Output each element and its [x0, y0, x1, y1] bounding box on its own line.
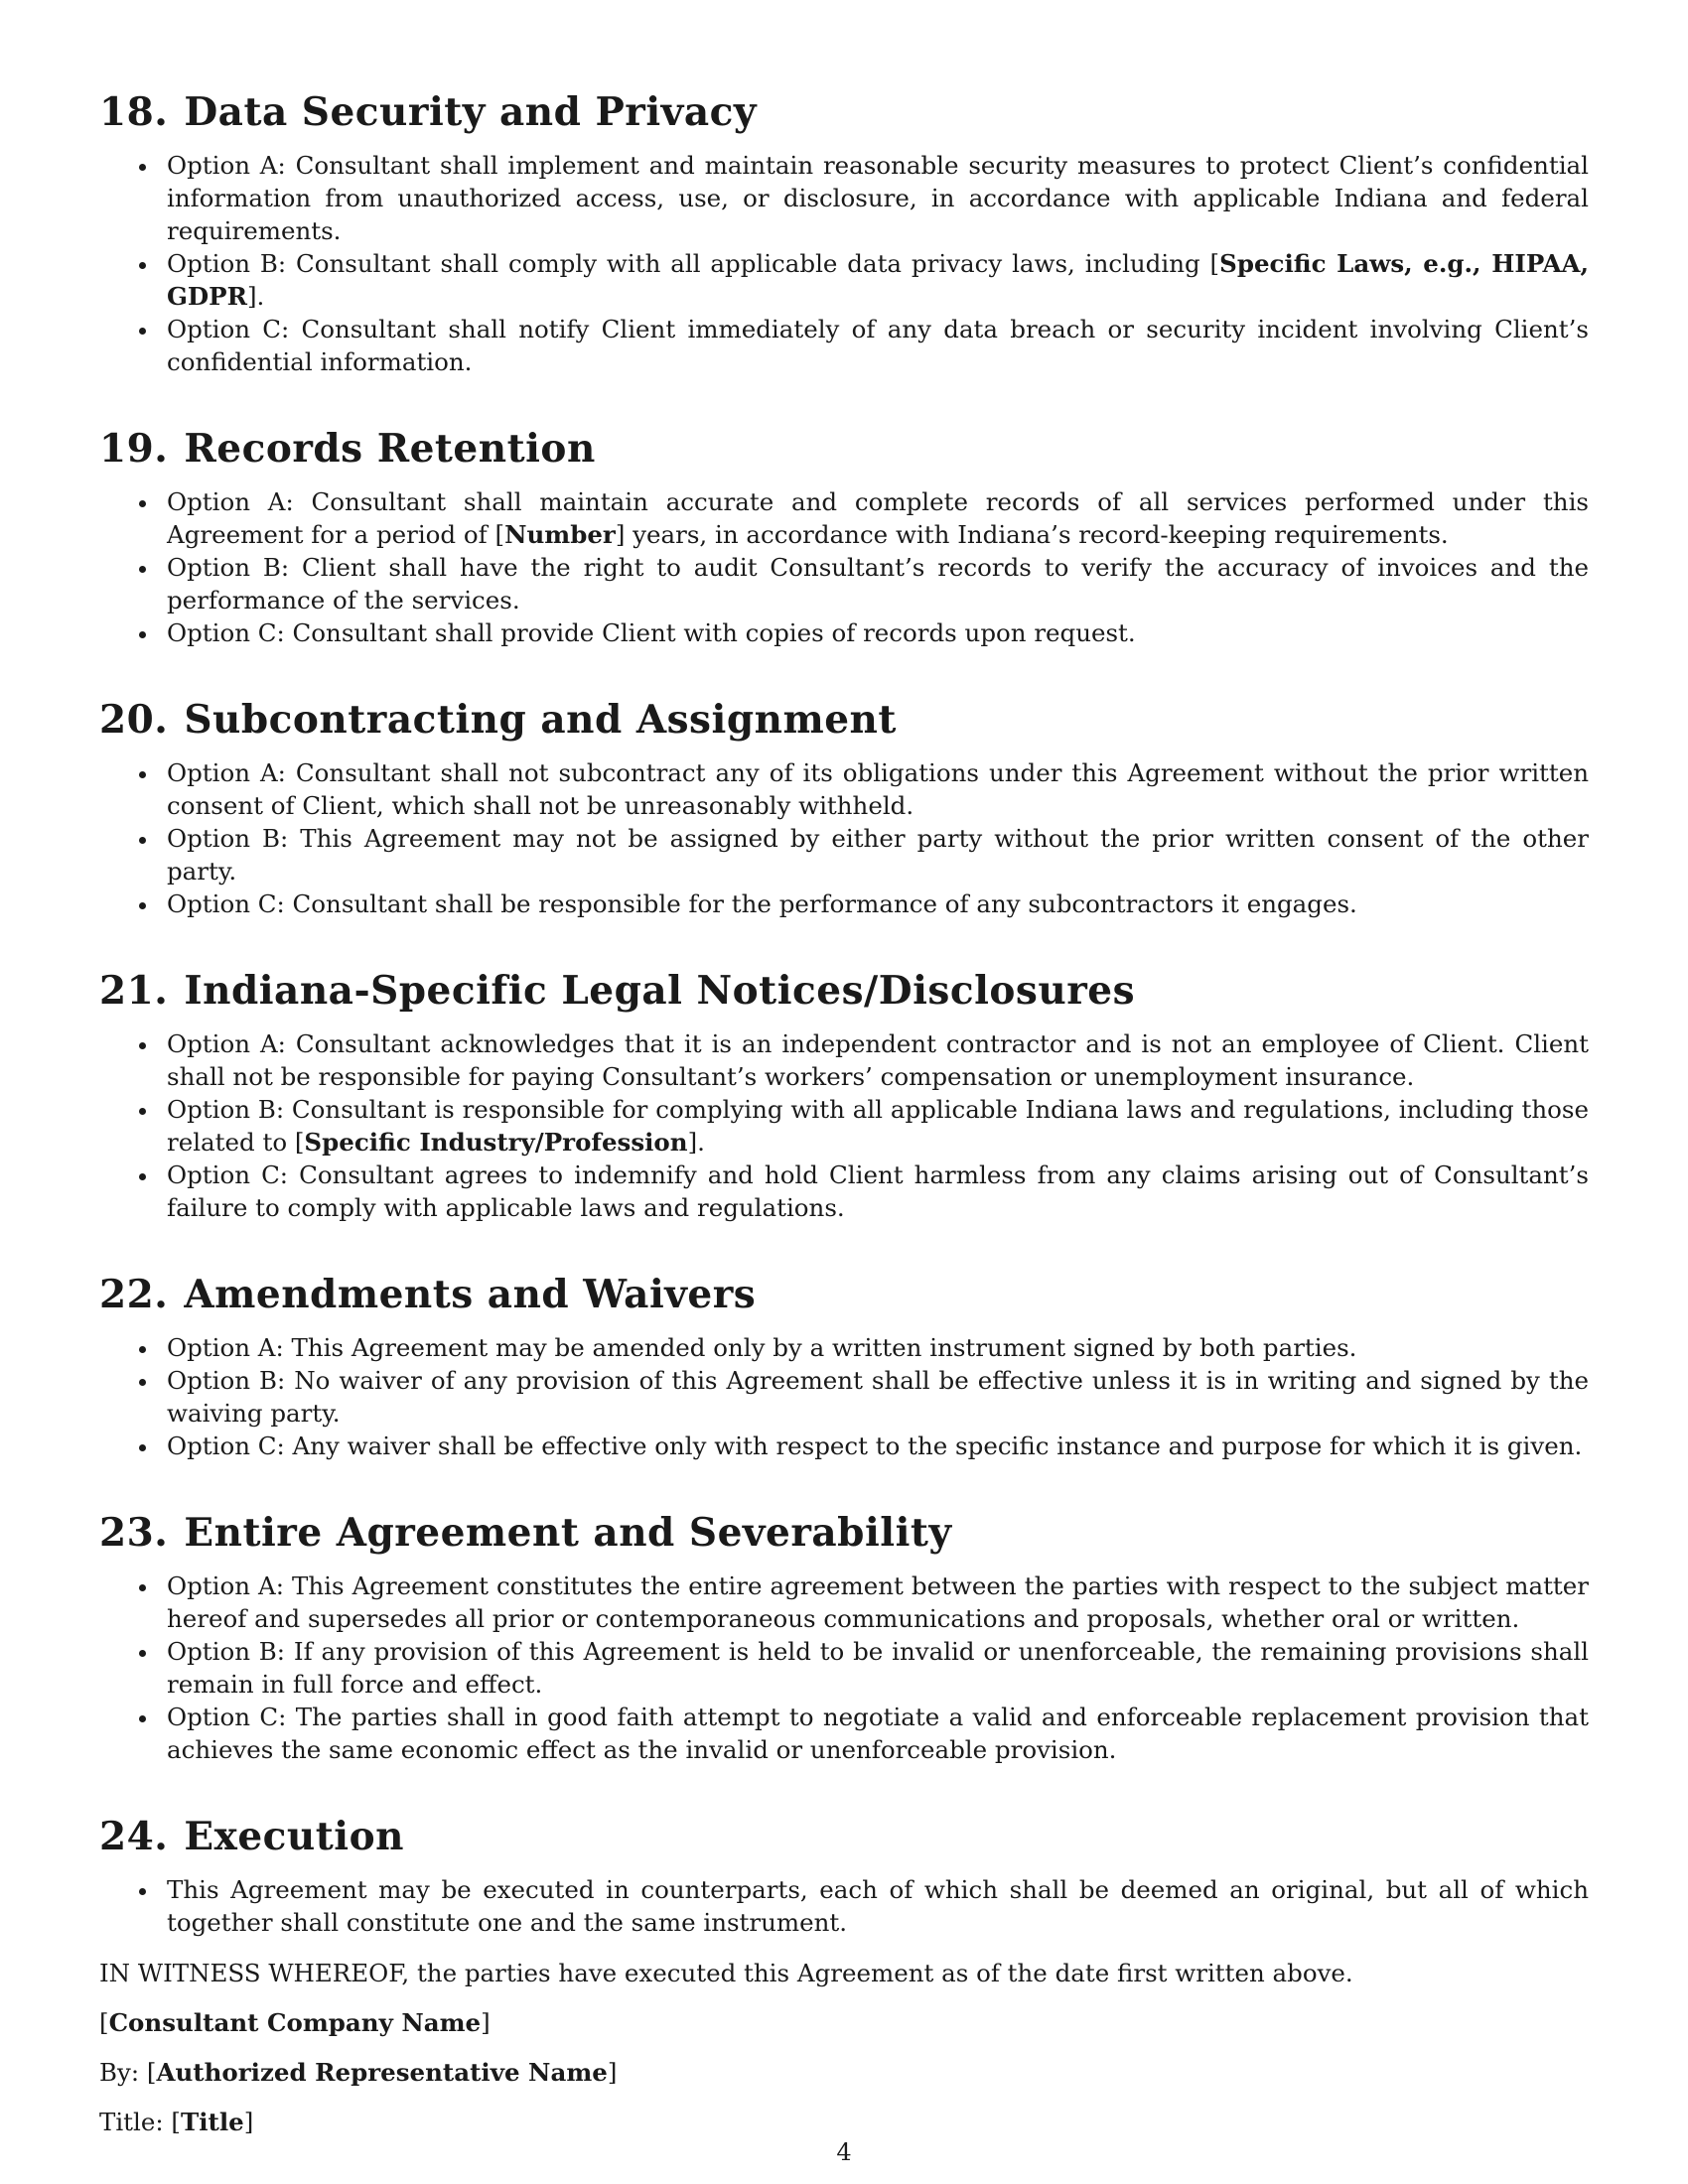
option-text: Option B: Consultant shall comply with all applicable data privacy laws, including [	[167, 249, 1220, 278]
option-item	[99, 1430, 1589, 1462]
section-heading	[99, 1508, 1589, 1558]
section-number: 20.	[99, 697, 169, 743]
placeholder-field: Specific Laws, e.g., HIPAA, GDPR	[167, 249, 1590, 311]
option-item	[99, 485, 1589, 551]
option-item	[99, 1635, 1589, 1701]
section-23	[99, 1508, 1589, 1766]
option-text: Option A: This Agreement may be amended only by a written instrument signed by both parties.	[167, 1333, 1357, 1362]
section-title: Entire Agreement and Severability	[184, 1510, 952, 1556]
option-item	[99, 756, 1589, 822]
option-item	[99, 1570, 1589, 1635]
option-list	[99, 756, 1589, 920]
witness-clause: IN WITNESS WHEREOF, the parties have executed this Agreement as of the date first written above.	[99, 1959, 1353, 1987]
option-text: Option A: Consultant shall implement and maintain reasonable security measures to protect Client’s confidential information from unauthorized access, use, or disclosure, in accordance with applicable Indiana and federal requirements.	[167, 151, 1589, 245]
option-item	[99, 1093, 1589, 1159]
section-heading	[99, 424, 1589, 474]
option-text: Option B: Client shall have the right to audit Consultant’s records to verify the accuracy of invoices and the performance of the services.	[167, 553, 1589, 614]
section-21	[99, 966, 1589, 1224]
option-text: Option C: Consultant shall provide Client with copies of records upon request.	[167, 618, 1136, 647]
option-item	[99, 551, 1589, 616]
sections-container	[99, 87, 1589, 1939]
option-item	[99, 822, 1589, 887]
option-text: Option C: Consultant shall be responsible for the performance of any subcontractors it engages.	[167, 889, 1357, 918]
section-19	[99, 424, 1589, 649]
section-number: 22.	[99, 1272, 169, 1317]
option-item	[99, 149, 1589, 247]
option-item	[99, 616, 1589, 649]
option-item	[99, 1159, 1589, 1224]
placeholder-field: Number	[504, 520, 616, 549]
representative-name-placeholder: Authorized Representative Name	[156, 2058, 608, 2087]
option-list	[99, 1873, 1589, 1939]
option-text: Option C: Consultant agrees to indemnify and hold Client harmless from any claims arising out of Consultant’s failure to comply with applicable laws and regulations.	[167, 1160, 1589, 1222]
option-text: Option C: The parties shall in good faith attempt to negotiate a valid and enforceable replacement provision that achieves the same economic effect as the invalid or unenforceable provision.	[167, 1703, 1589, 1764]
option-item	[99, 1364, 1589, 1430]
option-text: Option C: Consultant shall notify Client immediately of any data breach or security incident involving Client’s confidential information.	[167, 315, 1589, 376]
option-text: Option A: This Agreement constitutes the entire agreement between the parties with respect to the subject matter hereof and supersedes all prior or contemporaneous communications and proposals, whether oral or written.	[167, 1571, 1589, 1633]
option-list	[99, 485, 1589, 649]
section-title: Subcontracting and Assignment	[184, 697, 897, 743]
option-text: Option B: Consultant is responsible for complying with all applicable Indiana laws and regulations, including those related to [	[167, 1095, 1589, 1157]
section-18	[99, 87, 1589, 378]
option-text: Option A: Consultant shall not subcontract any of its obligations under this Agreement without the prior written consent of Client, which shall not be unreasonably withheld.	[167, 758, 1589, 820]
section-24	[99, 1812, 1589, 1939]
placeholder-field: Specific Industry/Profession	[304, 1128, 688, 1157]
option-list	[99, 1027, 1589, 1224]
option-item	[99, 887, 1589, 920]
signature-by-line: By: [Authorized Representative Name]	[99, 2058, 618, 2087]
section-number: 21.	[99, 968, 169, 1014]
option-item	[99, 313, 1589, 378]
option-text: Option C: Any waiver shall be effective only with respect to the specific instance and purpose for which it is given.	[167, 1432, 1583, 1460]
signature-title-line: Title: [Title]	[99, 2108, 254, 2136]
option-item	[99, 1331, 1589, 1364]
option-item	[99, 1873, 1589, 1939]
option-text: Option B: If any provision of this Agreement is held to be invalid or unenforceable, the remaining provisions shall remain in full force and effect.	[167, 1637, 1589, 1699]
option-text-after: ].	[246, 282, 265, 311]
option-list	[99, 1570, 1589, 1766]
consultant-company-placeholder: Consultant Company Name	[108, 2008, 482, 2037]
section-20	[99, 695, 1589, 920]
section-title: Execution	[184, 1814, 404, 1859]
page-number: 4	[836, 2138, 852, 2166]
section-number: 23.	[99, 1510, 169, 1556]
option-text: Option A: Consultant shall maintain accurate and complete records of all services performed under this Agreement for a period of [	[167, 487, 1589, 549]
section-title: Amendments and Waivers	[184, 1272, 757, 1317]
section-title: Data Security and Privacy	[184, 89, 758, 135]
option-item	[99, 247, 1589, 313]
section-title: Indiana-Specific Legal Notices/Disclosures	[184, 968, 1136, 1014]
section-number: 18.	[99, 89, 169, 135]
option-list	[99, 149, 1589, 378]
option-text: Option B: No waiver of any provision of this Agreement shall be effective unless it is in writing and signed by the waiving party.	[167, 1366, 1589, 1428]
title-placeholder: Title	[180, 2108, 244, 2136]
section-title: Records Retention	[184, 426, 596, 472]
option-text-after: ] years, in accordance with Indiana’s record-keeping requirements.	[615, 520, 1449, 549]
document-page	[99, 87, 1589, 2155]
option-item	[99, 1027, 1589, 1093]
option-item	[99, 1701, 1589, 1766]
section-heading	[99, 87, 1589, 137]
option-text: Option A: Consultant acknowledges that it is an independent contractor and is not an employee of Client. Client shall not be responsible for paying Consultant’s workers’ compensation or unemployment insurance.	[167, 1029, 1589, 1091]
section-heading	[99, 966, 1589, 1016]
section-heading	[99, 1270, 1589, 1319]
option-text: This Agreement may be executed in counterparts, each of which shall be deemed an original, but all of which together shall constitute one and the same instrument.	[167, 1875, 1589, 1937]
section-22	[99, 1270, 1589, 1462]
option-list	[99, 1331, 1589, 1462]
consultant-company-line: [Consultant Company Name]	[99, 2008, 491, 2037]
section-heading	[99, 695, 1589, 745]
section-heading	[99, 1812, 1589, 1861]
option-text: Option B: This Agreement may not be assigned by either party without the prior written consent of the other party.	[167, 824, 1589, 886]
section-number: 19.	[99, 426, 169, 472]
option-text-after: ].	[687, 1128, 705, 1157]
section-number: 24.	[99, 1814, 169, 1859]
